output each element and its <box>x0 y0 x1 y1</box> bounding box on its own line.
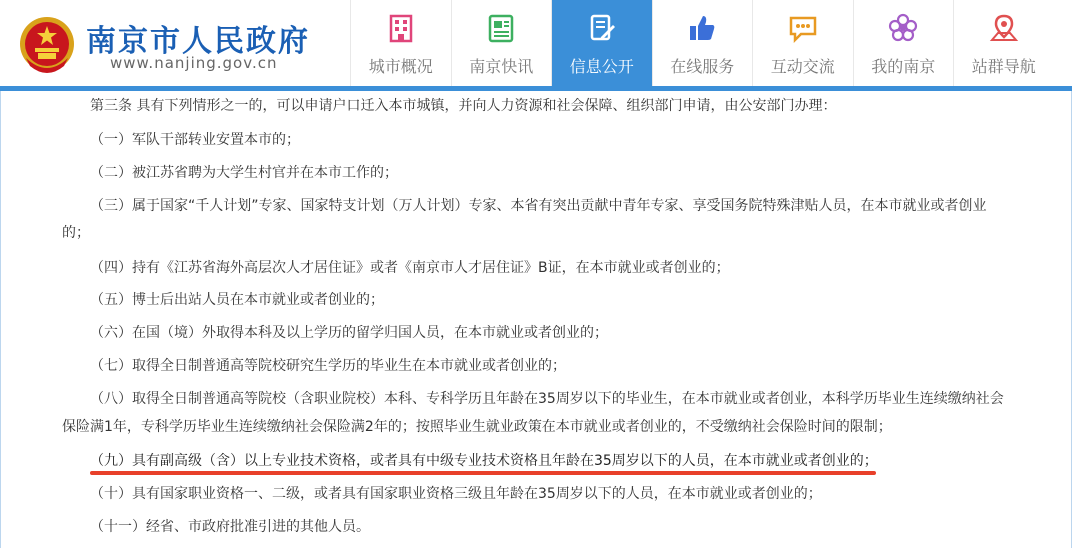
nav-my-nanjing[interactable] <box>853 0 954 86</box>
city-icon <box>385 12 417 44</box>
article-item-7: （七）取得全日制普通高等院校研究生学历的毕业生在本市就业或者创业的； <box>90 358 566 374</box>
nav-label: 站群导航 <box>971 57 1036 76</box>
article-item-6: （六）在国（境）外取得本科及以上学历的留学归国人员，在本市就业或者创业的； <box>90 325 608 341</box>
national-emblem-icon <box>18 14 76 76</box>
article-item-8-cont: 保险满1年，专科学历毕业生连续缴纳社会保险满2年的；按照毕业生就业政策在本市就业或者创业的，不受缴纳社会保险时间的限制； <box>62 419 892 435</box>
site-url: www.nanjing.gov.cn <box>110 54 278 72</box>
article-item-9: （九）具有副高级（含）以上专业技术资格，或者具有中级专业技术资格且年龄在35周岁以下的人员，在本市就业或者创业的； <box>90 453 878 469</box>
nav-interaction[interactable] <box>752 0 853 86</box>
nav-label: 城市概况 <box>368 57 433 76</box>
site-title: 南京市人民政府 <box>86 24 310 59</box>
article-item-4: （四）持有《江苏省海外高层次人才居住证》或者《南京市人才居住证》B证，在本市就业或者创业的； <box>90 260 730 276</box>
nav-site-navigation[interactable] <box>953 0 1054 86</box>
news-icon <box>485 12 517 44</box>
article-item-2: （二）被江苏省聘为大学生村官并在本市工作的； <box>90 165 398 181</box>
nav-label: 我的南京 <box>871 57 936 76</box>
article-item-11: （十一）经省、市政府批准引进的其他人员。 <box>90 519 370 535</box>
article-item-1: （一）军队干部转业安置本市的； <box>90 132 300 148</box>
nav-label: 南京快讯 <box>469 57 534 76</box>
article-intro: 第三条 具有下列情形之一的，可以申请户口迁入本市城镇，并向人力资源和社会保障、组织部门申请，由公安部门办理： <box>90 98 837 114</box>
chat-icon <box>787 12 819 44</box>
nav-online-service[interactable] <box>652 0 753 86</box>
nav-info-disclosure[interactable] <box>551 0 652 86</box>
document-icon <box>586 12 618 44</box>
nav-label: 在线服务 <box>670 57 735 76</box>
nav-nanjing-news[interactable] <box>451 0 552 86</box>
nav-city-overview[interactable] <box>350 0 451 86</box>
article-content <box>0 91 1072 548</box>
main-nav <box>350 0 1054 86</box>
highlight-underline <box>90 471 876 475</box>
site-logo[interactable] <box>18 12 348 78</box>
article-item-3-cont: 的； <box>62 225 90 241</box>
nav-label: 信息公开 <box>569 57 634 76</box>
article-item-3: （三）属于国家“千人计划”专家、国家特支计划（万人计划）专家、本省有突出贡献中青年专家、享受国务院特殊津贴人员，在本市就业或者创业 <box>90 198 987 214</box>
article-item-8: （八）取得全日制普通高等院校（含职业院校）本科、专科学历且年龄在35周岁以下的毕业生，在本市就业或者创业，本科学历毕业生连续缴纳社会 <box>90 391 1004 407</box>
flower-icon <box>887 12 919 44</box>
nav-label: 互动交流 <box>770 57 835 76</box>
article-item-5: （五）博士后出站人员在本市就业或者创业的； <box>90 292 384 308</box>
thumbs-up-icon <box>686 12 718 44</box>
site-header <box>0 0 1072 86</box>
map-pin-icon <box>988 12 1020 44</box>
article-item-10: （十）具有国家职业资格一、二级，或者具有国家职业资格三级且年龄在35周岁以下的人员，在本市就业或者创业的； <box>90 486 822 502</box>
